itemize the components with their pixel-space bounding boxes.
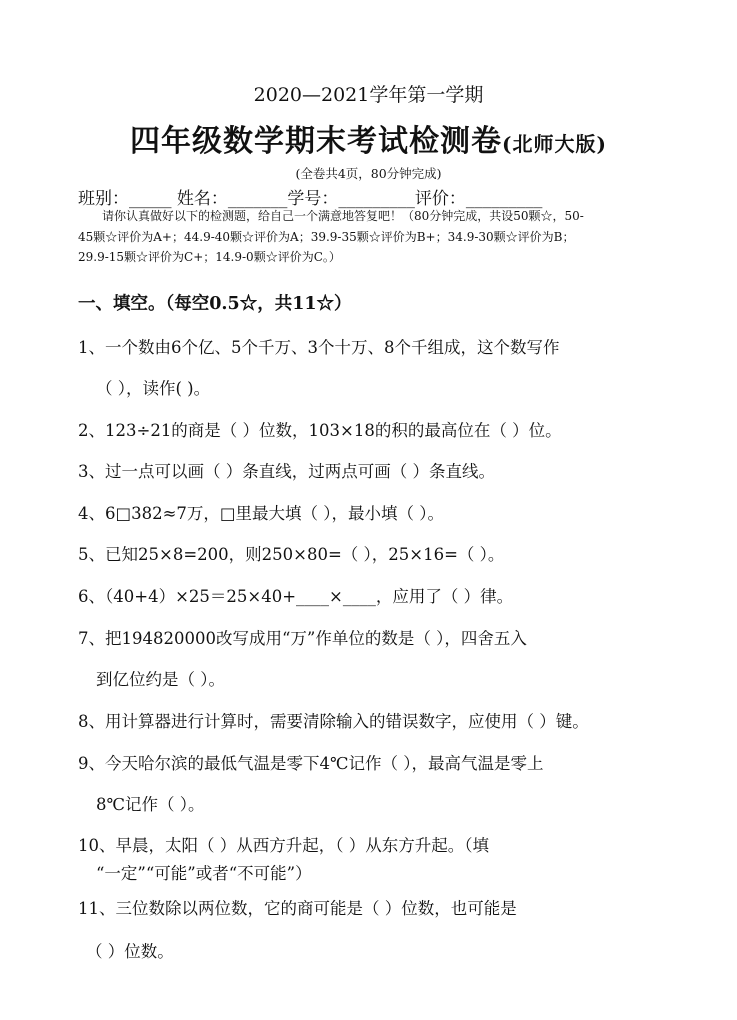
exam-note: (全卷共4页，80分钟完成) bbox=[295, 166, 442, 181]
question-5: 5、已知25×8=200，则250×80=（ ），25×16=（ ）。 bbox=[78, 545, 505, 564]
intro-line-3: 29.9-15颗☆评价为C+；14.9-0颗☆评价为C。） bbox=[78, 250, 341, 264]
exam-title-main: 四年级数学期末考试检测卷 bbox=[130, 124, 503, 159]
question-10-line-1: 10、早晨，太阳（ ）从西方升起，（ ）从东方升起。（填 bbox=[78, 836, 489, 855]
question-2: 2、123÷21的商是（ ）位数，103×18的积的最高位在（ ）位。 bbox=[78, 421, 562, 440]
question-11-line-2: （ ）位数。 bbox=[86, 942, 174, 961]
question-9-line-2: 8℃记作（ ）。 bbox=[96, 795, 205, 814]
section-heading: 一、填空。（每空0.5☆，共11☆） bbox=[78, 294, 352, 314]
question-7-line-1: 7、把194820000改写成用“万”作单位的数是（ ），四舍五入 bbox=[78, 629, 527, 648]
exam-title bbox=[0, 116, 737, 160]
question-4: 4、6□382≈7万，□里最大填（ ），最小填（ ）。 bbox=[78, 504, 444, 523]
question-3: 3、过一点可以画（ ）条直线，过两点可画（ ）条直线。 bbox=[78, 462, 495, 481]
intro-line-1: 请你认真做好以下的检测题，给自己一个满意地答复吧！（80分钟完成，共设50颗☆，50- bbox=[102, 209, 584, 223]
exam-title-edition: (北师大版) bbox=[502, 132, 607, 156]
question-10-line-2: “一定”“可能”或者“不可能”） bbox=[96, 864, 312, 883]
school-year: 2020—2021学年第一学期 bbox=[253, 84, 484, 106]
question-1-line-2: （ ），读作( )。 bbox=[96, 379, 211, 398]
question-8: 8、用计算器进行计算时，需要清除输入的错误数字，应使用（ ）键。 bbox=[78, 712, 589, 731]
student-info-line: 班别：_____ 姓名：_______学号：_________评价：_________ bbox=[78, 189, 543, 209]
question-11-line-1: 11、三位数除以两位数，它的商可能是（ ）位数，也可能是 bbox=[78, 899, 517, 918]
intro-line-2: 45颗☆评价为A+；44.9-40颗☆评价为A；39.9-35颗☆评价为B+；34.9-30颗☆评价为B； bbox=[78, 230, 575, 244]
question-6: 6、（40+4）×25＝25×40+____×____，应用了（ ）律。 bbox=[78, 587, 514, 606]
question-1-line-1: 1、一个数由6个亿、5个千万、3个十万、8个千组成，这个数写作 bbox=[78, 338, 560, 357]
question-9-line-1: 9、今天哈尔滨的最低气温是零下4℃记作（ ），最高气温是零上 bbox=[78, 754, 544, 773]
question-7-line-2: 到亿位约是（ ）。 bbox=[96, 670, 225, 689]
